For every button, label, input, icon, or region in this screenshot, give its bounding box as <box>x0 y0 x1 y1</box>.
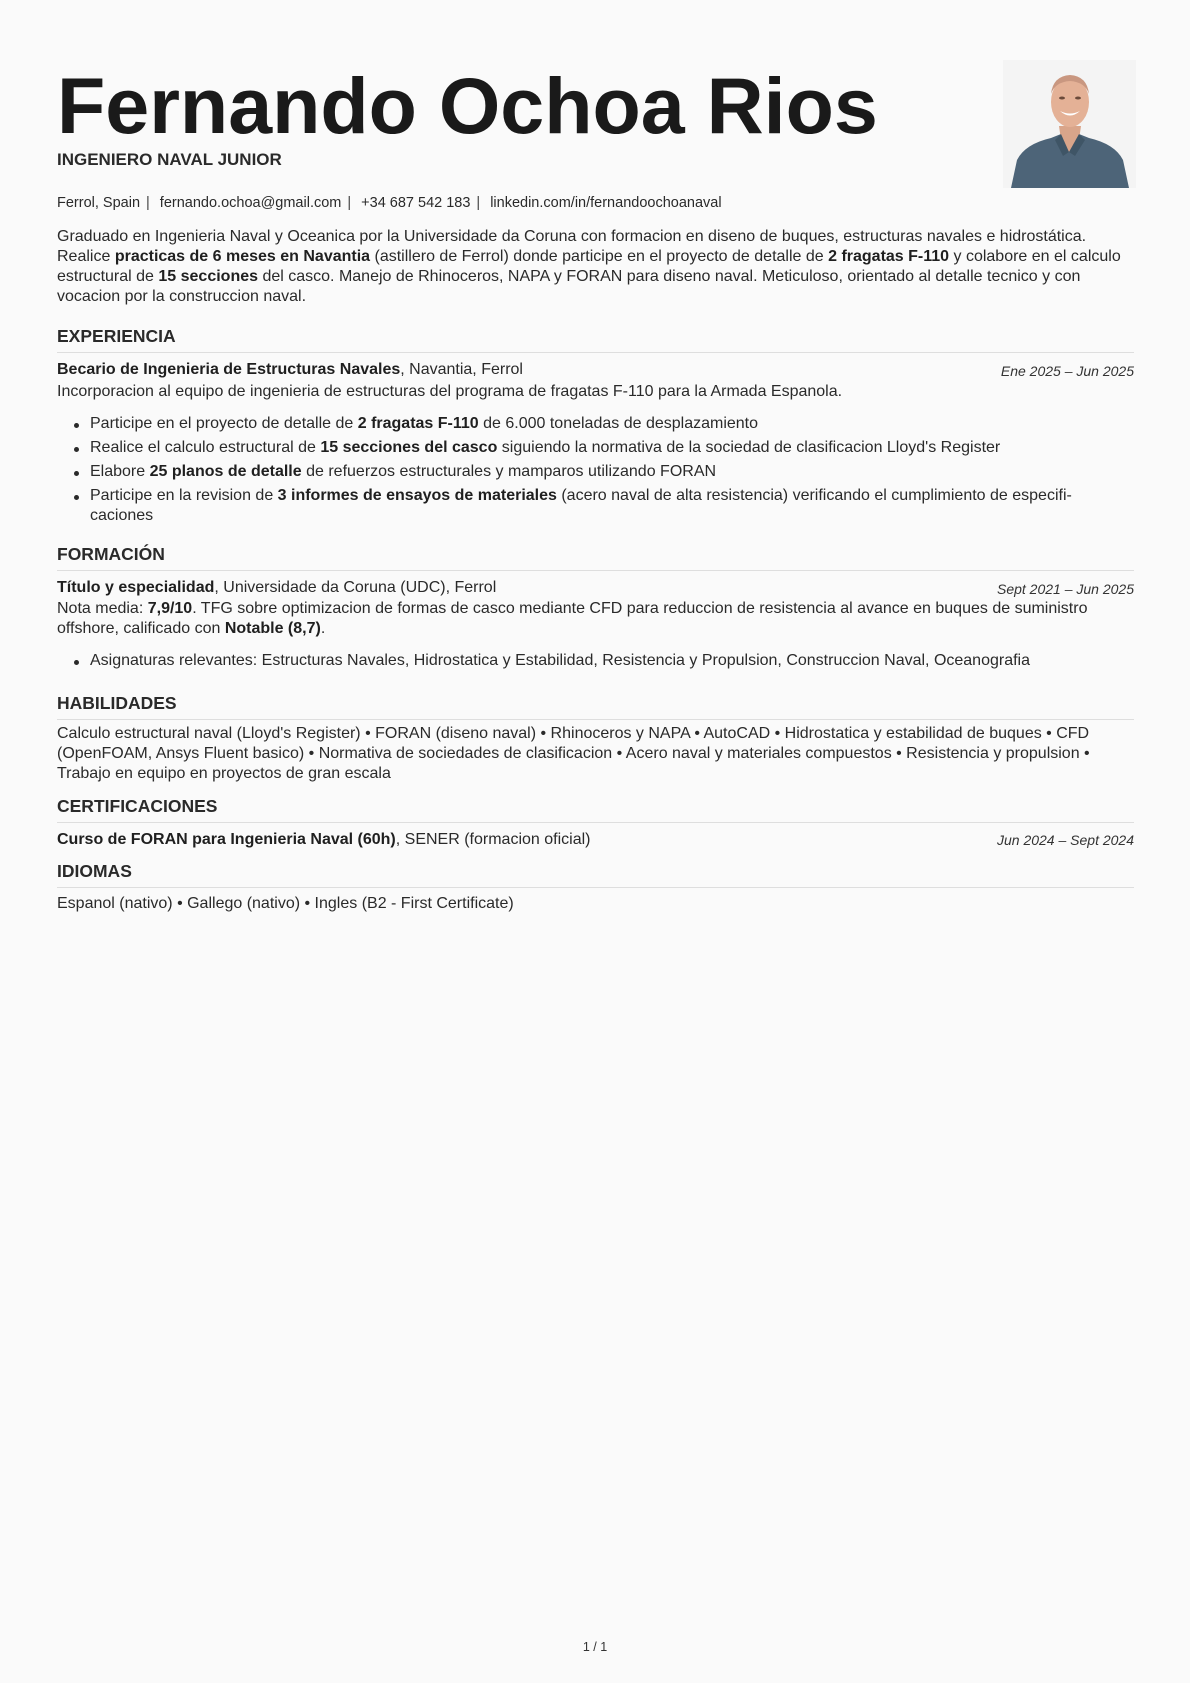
candidate-name: Fernando Ochoa Rios <box>57 61 878 150</box>
job-position: Becario de Ingenieria de Estructuras Navales <box>57 361 401 378</box>
contact-separator: | <box>347 195 352 211</box>
list-item: Participe en la revision de 3 informes de ensayos de materiales (acero naval de alta resistencia) verificando el cumplimiento de especifi- caciones <box>57 486 1134 526</box>
section-title-certifications: CERTIFICACIONES <box>57 796 1134 823</box>
job-achievements <box>57 414 1134 530</box>
certification-issuer: , SENER (formacion oficial) <box>395 831 591 848</box>
list-item: Realice el calculo estructural de 15 secciones del casco siguiendo la normativa de la sociedad de clasificacion Lloyd's Register <box>57 438 1134 458</box>
summary-highlight: 2 fragatas F-110 <box>828 248 950 265</box>
contact-separator: | <box>476 195 481 211</box>
list-item: Asignaturas relevantes: Estructuras Navales, Hidrostatica y Estabilidad, Resistencia y Propulsion, Construccion Naval, Oceanografia <box>57 651 1134 671</box>
contact-phone[interactable]: +34 687 542 183 <box>361 195 471 211</box>
languages-list: Espanol (nativo) • Gallego (nativo) • Ingles (B2 - First Certificate) <box>57 895 514 912</box>
job-dates: Ene 2025 – Jun 2025 <box>1000 363 1134 379</box>
education-note: Nota media: 7,9/10. TFG sobre optimizacion de formas de casco mediante CFD para reduccion de resistencia al avance en buques de suministro offshore, calificado con Notable (8,7). <box>57 600 1088 637</box>
section-title-education: FORMACIÓN <box>57 544 1134 571</box>
profile-summary <box>57 227 1134 307</box>
list-item: Elabore 25 planos de detalle de refuerzos estructurales y mamparos utilizando FORAN <box>57 462 1134 482</box>
education-school: , Universidade da Coruna (UDC), Ferrol <box>214 579 497 596</box>
education-degree: Título y especialidad <box>57 579 215 596</box>
job-heading <box>57 360 1134 380</box>
contact-linkedin[interactable]: linkedin.com/in/fernandoochoanaval <box>490 195 722 211</box>
summary-text: y colabore en el calculo estructural de <box>57 248 1121 285</box>
contact-location: Ferrol, Spain <box>57 195 141 211</box>
job-description: Incorporacion al equipo de ingenieria de estructuras del programa de fragatas F-110 para la Armada Espanola. <box>57 383 843 400</box>
person-photo-icon <box>1003 60 1136 188</box>
section-title-skills: HABILIDADES <box>57 693 1134 720</box>
education-subjects <box>57 651 1134 675</box>
candidate-role: INGENIERO NAVAL JUNIOR <box>57 150 282 169</box>
contact-email[interactable]: fernando.ochoa@gmail.com <box>159 195 342 211</box>
summary-highlight: practicas de 6 meses en Navantia <box>114 248 371 265</box>
certification-item <box>57 830 1134 850</box>
summary-text: del casco. Manejo de Rhinoceros, NAPA y FORAN para diseno naval. Meticuloso, orientado al detalle tecnico y con vocacion por la construccion naval. <box>57 268 1081 305</box>
contact-line <box>57 195 722 211</box>
certification-dates: Jun 2024 – Sept 2024 <box>996 832 1134 848</box>
profile-photo <box>1003 60 1136 188</box>
contact-separator: | <box>146 195 150 211</box>
education-heading <box>57 578 1134 598</box>
certification-name: Curso de FORAN para Ingenieria Naval (60h) <box>57 831 396 848</box>
summary-text: Realice <box>57 248 115 265</box>
summary-highlight: 15 secciones <box>158 268 259 285</box>
section-title-languages: IDIOMAS <box>57 861 1134 888</box>
summary-text: (astillero de Ferrol) donde participe en el proyecto de detalle de <box>370 248 829 265</box>
summary-text: Graduado en Ingenieria Naval y Oceanica por la Universidade da Coruna con formacion en diseno de buques, estructuras navales e hidrostática. <box>57 228 1087 245</box>
education-dates: Sept 2021 – Jun 2025 <box>996 581 1134 597</box>
skills-list: Calculo estructural naval (Lloyd's Register) • FORAN (diseno naval) • Rhinoceros y NAPA • AutoCAD • Hidrostatica y estabilidad de buques • CFD (OpenFOAM, Ansys Fluent basico) • Normativa de sociedades de clasificacion • Acero naval y materiales compuestos • Resistencia y propulsion • Trabajo en equipo en proyectos de gran escala <box>57 725 1090 782</box>
section-title-experience: EXPERIENCIA <box>57 326 1134 353</box>
job-company: , Navantia, Ferrol <box>400 361 523 378</box>
list-item: Participe en el proyecto de detalle de 2 fragatas F-110 de 6.000 toneladas de desplazamiento <box>57 414 1134 434</box>
page-number: 1 / 1 <box>582 1640 608 1654</box>
